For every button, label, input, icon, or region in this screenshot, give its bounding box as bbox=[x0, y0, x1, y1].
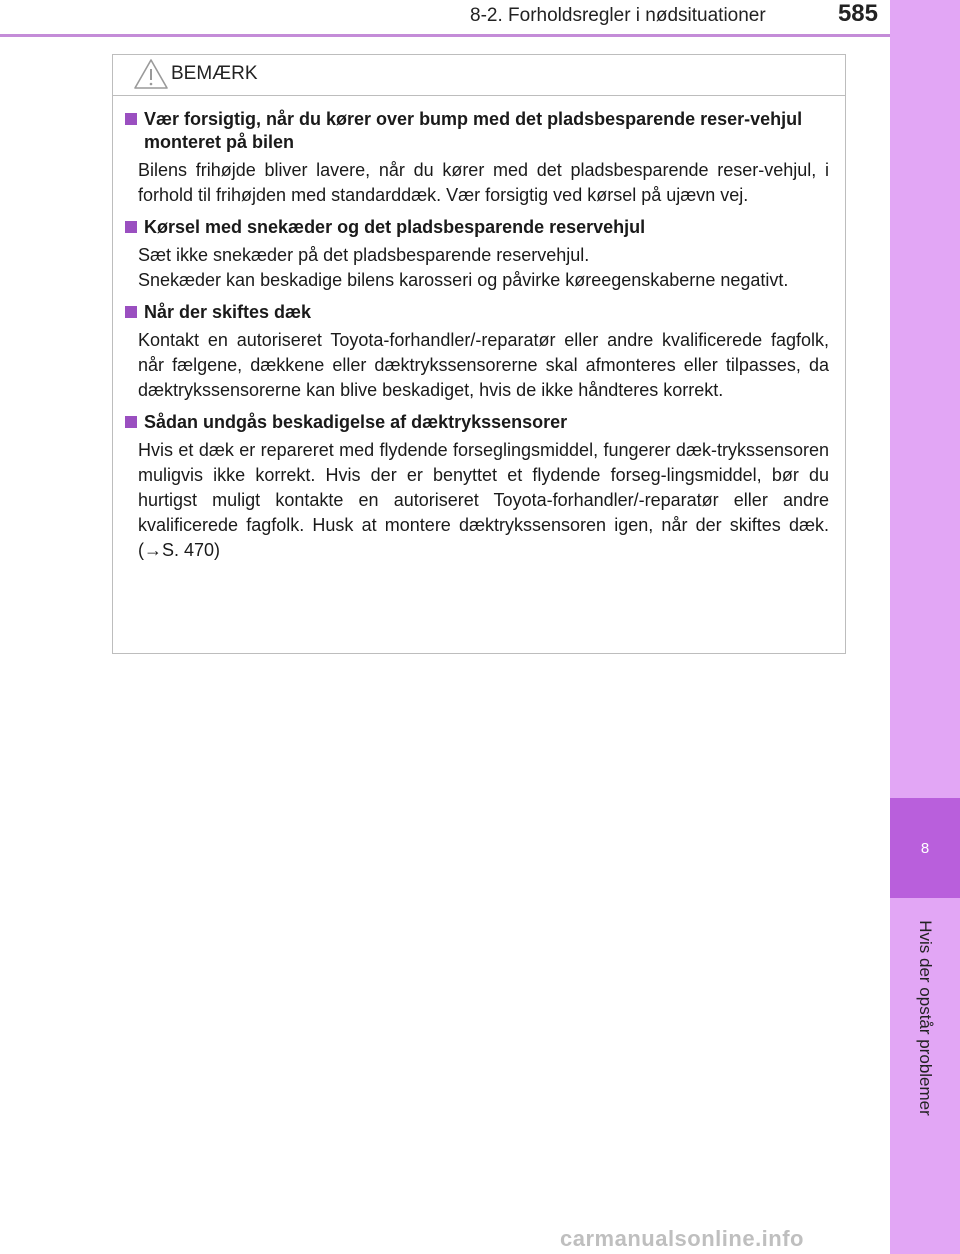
section-text bbox=[125, 158, 829, 208]
note-section bbox=[125, 301, 829, 403]
section-heading-text: Kørsel med snekæder og det pladsbesparende reservehjul bbox=[144, 217, 646, 237]
section-text bbox=[125, 243, 829, 293]
note-label: BEMÆRK bbox=[171, 63, 258, 84]
square-bullet-icon bbox=[125, 416, 137, 428]
section-paragraph: Snekæder kan beskadige bilens karosseri og påvirke køreegenskaberne negativt. bbox=[138, 270, 789, 290]
note-section bbox=[125, 411, 829, 563]
chapter-number-box bbox=[890, 798, 960, 898]
chapter-title-vertical bbox=[906, 900, 944, 1136]
section-heading bbox=[125, 108, 829, 154]
section-paragraph: Hvis et dæk er repareret med flydende forseglingsmiddel, fungerer dæk-trykssensoren muligvis ikke korrekt. Hvis der er benyttet et flydende forseg-lingsmiddel, bør du hurtigst muligt kontakte en autoriseret Toyota-forhandler/-reparatør eller andre kvalificerede fagfolk. Husk at montere dæktrykssensoren igen, når der skiftes dæk. (→S. 470) bbox=[138, 440, 829, 560]
section-paragraph: Kontakt en autoriseret Toyota-forhandler/-reparatør eller andre kvalificerede fagfolk, når fælgene, dækkene eller dæktrykssensorerne skal afmonteres eller tilpasses, da dæktrykssensorerne kan blive beskadiget, hvis de ikke håndteres korrekt. bbox=[138, 330, 829, 400]
header-rule bbox=[0, 34, 890, 37]
note-header bbox=[113, 55, 845, 96]
square-bullet-icon bbox=[125, 306, 137, 318]
watermark: carmanualsonline.info bbox=[560, 1226, 804, 1251]
square-bullet-icon bbox=[125, 221, 137, 233]
note-body bbox=[113, 96, 845, 563]
page-number: 585 bbox=[837, 0, 878, 27]
section-heading-text: Sådan undgås beskadigelse af dæktrykssensorer bbox=[144, 412, 568, 432]
note-section bbox=[125, 108, 829, 208]
chapter-number: 8 bbox=[920, 839, 930, 857]
section-heading bbox=[125, 216, 829, 239]
square-bullet-icon bbox=[125, 113, 137, 125]
section-paragraph: Sæt ikke snekæder på det pladsbesparende reservehjul. bbox=[138, 245, 590, 265]
note-section bbox=[125, 216, 829, 293]
section-heading bbox=[125, 301, 829, 324]
note-box bbox=[112, 54, 846, 654]
section-paragraph: Bilens frihøjde bliver lavere, når du kører med det pladsbesparende reser-vehjul, i forhold til frihøjden med standarddæk. Vær forsigtig ved kørsel på ujævn vej. bbox=[138, 160, 829, 205]
section-heading-text: Når der skiftes dæk bbox=[144, 302, 312, 322]
section-text bbox=[125, 328, 829, 403]
warning-triangle-icon bbox=[133, 58, 169, 90]
section-text bbox=[125, 438, 829, 563]
section-heading bbox=[125, 411, 829, 434]
section-heading-text: Vær forsigtig, når du kører over bump med det pladsbesparende reser-vehjul monteret på bilen bbox=[144, 109, 803, 152]
chapter-title: Hvis der opstår problemer bbox=[916, 920, 936, 1116]
running-header-title: 8-2. Forholdsregler i nødsituationer bbox=[470, 5, 766, 26]
